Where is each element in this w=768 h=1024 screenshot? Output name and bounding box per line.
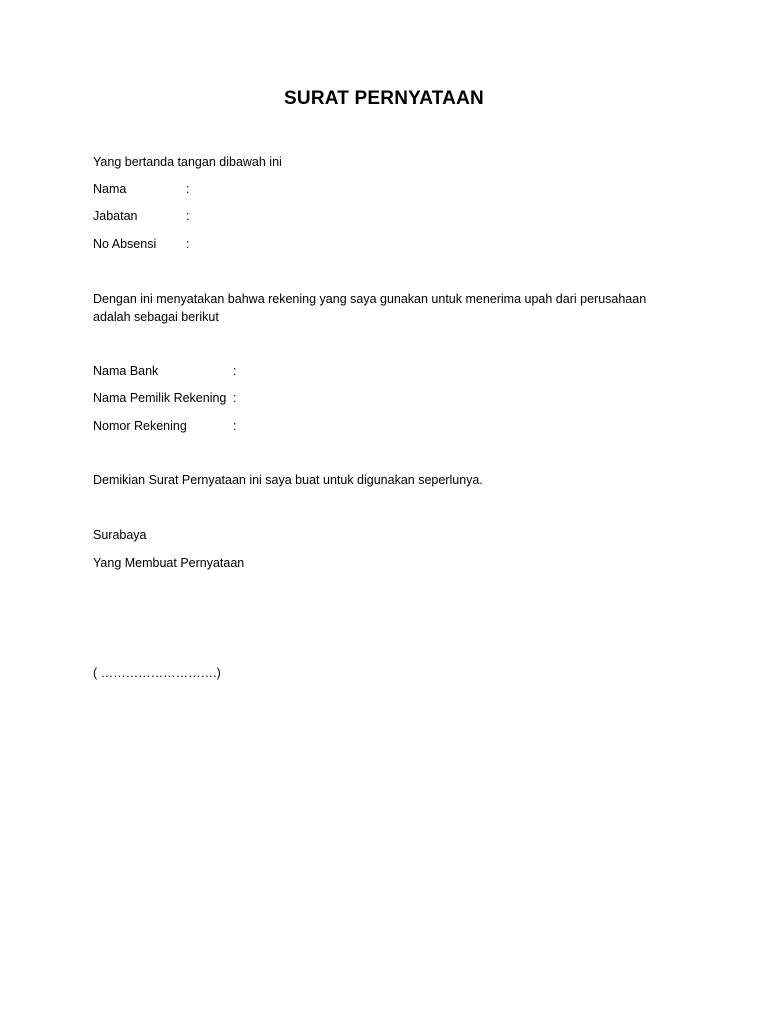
statement-line-1: Dengan ini menyatakan bahwa rekening yang saya gunakan untuk menerima upah dari perusahaan [93,292,647,306]
signer-label: Yang Membuat Pernyataan [93,556,245,570]
closing-text: Demikian Surat Pernyataan ini saya buat untuk digunakan seperlunya. [93,473,483,487]
field-nama-pemilik-colon: : [233,391,237,405]
city-text: Surabaya [93,528,147,542]
field-nomor-rekening [93,418,237,434]
intro-text: Yang bertanda tangan dibawah ini [93,155,282,169]
field-nama [93,181,190,197]
field-nama-colon: : [186,182,190,196]
field-nomor-rekening-label: Nomor Rekening [93,419,187,433]
document-title: SURAT PERNYATAAN [284,88,484,109]
field-nama-bank-colon: : [233,364,237,378]
field-nama-pemilik-label: Nama Pemilik Rekening [93,391,227,405]
field-no-absensi [93,236,190,252]
statement-line-2: adalah sebagai berikut [93,310,219,324]
field-nomor-rekening-colon: : [233,419,237,433]
signature-placeholder: ( ……………………….) [93,666,221,680]
field-no-absensi-label: No Absensi [93,237,157,251]
field-jabatan-label: Jabatan [93,209,138,223]
field-no-absensi-colon: : [186,237,190,251]
field-nama-bank [93,363,237,379]
field-jabatan [93,208,190,224]
field-nama-pemilik [93,390,237,406]
field-jabatan-colon: : [186,209,190,223]
field-nama-bank-label: Nama Bank [93,364,159,378]
field-nama-label: Nama [93,182,127,196]
